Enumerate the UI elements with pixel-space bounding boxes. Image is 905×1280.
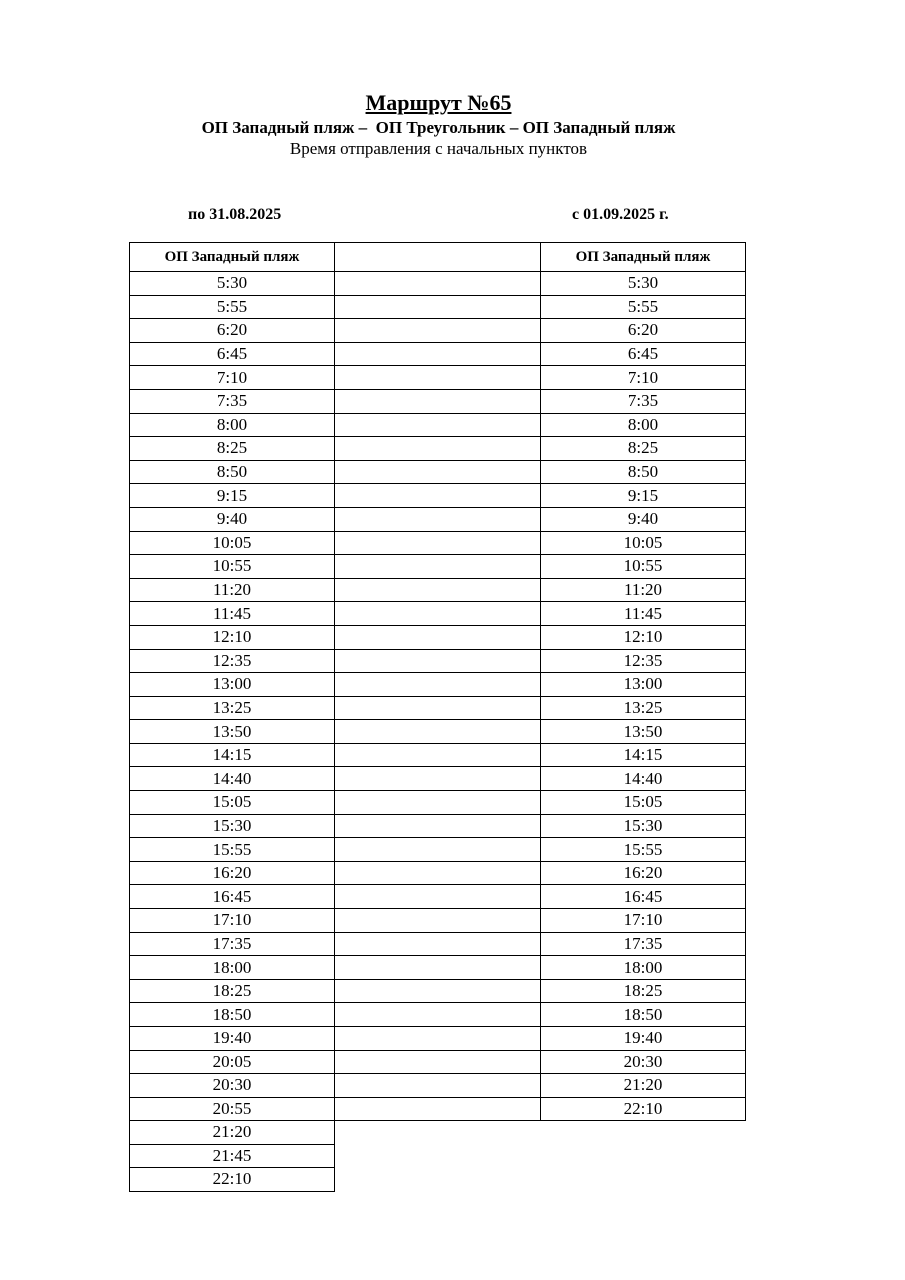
time-cell-left: 14:40 [130, 767, 335, 791]
time-cell-left: 20:30 [130, 1074, 335, 1098]
time-cell-middle [335, 767, 541, 791]
time-cell-left: 11:20 [130, 578, 335, 602]
time-cell-left: 21:20 [130, 1121, 335, 1145]
time-cell-right: 6:20 [541, 319, 746, 343]
time-cell-right: 7:35 [541, 389, 746, 413]
time-cell-left: 15:55 [130, 838, 335, 862]
time-cell-left: 21:45 [130, 1144, 335, 1168]
route-description: ОП Западный пляж – ОП Треугольник – ОП Западный пляж [201, 118, 676, 137]
time-cell-middle [335, 1097, 541, 1121]
table-row [130, 578, 746, 602]
time-cell-left: 13:00 [130, 673, 335, 697]
time-cell-right: 16:20 [541, 861, 746, 885]
table-row [130, 366, 746, 390]
table-row [130, 838, 746, 862]
table-row [130, 673, 746, 697]
table-row [130, 1027, 746, 1051]
time-cell-right: 20:30 [541, 1050, 746, 1074]
time-cell-left: 13:25 [130, 696, 335, 720]
time-cell-right: 12:10 [541, 625, 746, 649]
table-row [130, 743, 746, 767]
time-cell-middle [335, 1003, 541, 1027]
time-cell-right: 18:25 [541, 979, 746, 1003]
time-cell-left: 7:10 [130, 366, 335, 390]
time-cell-right: 18:50 [541, 1003, 746, 1027]
table-row [130, 1097, 746, 1121]
time-cell-right: 18:00 [541, 956, 746, 980]
time-cell-right: 13:50 [541, 720, 746, 744]
time-cell-middle [335, 437, 541, 461]
time-cell-middle [335, 319, 541, 343]
table-row [130, 1121, 335, 1145]
period-label-old: по 31.08.2025 [188, 206, 282, 223]
table-row [130, 861, 746, 885]
time-cell-left: 13:50 [130, 720, 335, 744]
time-cell-left: 22:10 [130, 1168, 335, 1192]
time-cell-middle [335, 460, 541, 484]
time-cell-right: 5:55 [541, 295, 746, 319]
table-row [130, 932, 746, 956]
time-cell-right: 15:30 [541, 814, 746, 838]
time-cell-middle [335, 366, 541, 390]
time-cell-middle [335, 909, 541, 933]
table-row [130, 1144, 335, 1168]
time-cell-right: 9:40 [541, 507, 746, 531]
time-cell-middle [335, 295, 541, 319]
time-cell-middle [335, 885, 541, 909]
time-cell-right: 12:35 [541, 649, 746, 673]
time-cell-right: 17:10 [541, 909, 746, 933]
time-cell-left: 5:30 [130, 272, 335, 296]
table-row [130, 531, 746, 555]
table-row [130, 555, 746, 579]
time-cell-right: 14:15 [541, 743, 746, 767]
time-cell-middle [335, 814, 541, 838]
schedule-table-overflow [129, 1120, 335, 1192]
time-cell-right: 16:45 [541, 885, 746, 909]
table-row [130, 1074, 746, 1098]
time-cell-middle [335, 743, 541, 767]
time-cell-middle [335, 673, 541, 697]
time-cell-right: 11:20 [541, 578, 746, 602]
time-cell-middle [335, 602, 541, 626]
time-cell-right: 5:30 [541, 272, 746, 296]
table-row [130, 507, 746, 531]
time-cell-left: 12:10 [130, 625, 335, 649]
time-cell-right: 21:20 [541, 1074, 746, 1098]
table-row [130, 625, 746, 649]
time-cell-left: 8:50 [130, 460, 335, 484]
header-right: ОП Западный пляж [541, 243, 746, 272]
time-cell-right: 8:00 [541, 413, 746, 437]
time-cell-middle [335, 932, 541, 956]
time-cell-middle [335, 389, 541, 413]
time-cell-right: 11:45 [541, 602, 746, 626]
time-cell-middle [335, 696, 541, 720]
time-cell-left: 9:40 [130, 507, 335, 531]
time-cell-left: 16:20 [130, 861, 335, 885]
time-cell-right: 6:45 [541, 342, 746, 366]
schedule-table [129, 242, 746, 1121]
page-subtitle: Время отправления с начальных пунктов [289, 139, 588, 158]
time-cell-right: 8:25 [541, 437, 746, 461]
table-row [130, 814, 746, 838]
time-cell-left: 8:25 [130, 437, 335, 461]
time-cell-middle [335, 720, 541, 744]
time-cell-left: 7:35 [130, 389, 335, 413]
time-cell-left: 16:45 [130, 885, 335, 909]
time-cell-right: 15:05 [541, 791, 746, 815]
table-row [130, 791, 746, 815]
time-cell-middle [335, 838, 541, 862]
time-cell-right: 10:55 [541, 555, 746, 579]
time-cell-middle [335, 625, 541, 649]
time-cell-left: 14:15 [130, 743, 335, 767]
table-row [130, 1168, 335, 1192]
time-cell-left: 9:15 [130, 484, 335, 508]
time-cell-left: 6:20 [130, 319, 335, 343]
time-cell-right: 9:15 [541, 484, 746, 508]
table-row [130, 979, 746, 1003]
time-cell-middle [335, 507, 541, 531]
table-row [130, 767, 746, 791]
time-cell-left: 15:05 [130, 791, 335, 815]
time-cell-right: 7:10 [541, 366, 746, 390]
time-cell-middle [335, 649, 541, 673]
page-title: Маршрут №65 [365, 90, 512, 115]
table-row [130, 720, 746, 744]
time-cell-right: 19:40 [541, 1027, 746, 1051]
time-cell-middle [335, 861, 541, 885]
time-cell-middle [335, 531, 541, 555]
table-row [130, 484, 746, 508]
time-cell-left: 18:25 [130, 979, 335, 1003]
table-row [130, 437, 746, 461]
time-cell-right: 13:25 [541, 696, 746, 720]
table-header-row [130, 243, 746, 272]
time-cell-left: 6:45 [130, 342, 335, 366]
time-cell-left: 20:55 [130, 1097, 335, 1121]
time-cell-right: 8:50 [541, 460, 746, 484]
time-cell-left: 10:05 [130, 531, 335, 555]
header-middle [335, 243, 541, 272]
time-cell-right: 17:35 [541, 932, 746, 956]
time-cell-right: 10:05 [541, 531, 746, 555]
table-row [130, 389, 746, 413]
period-label-new: с 01.09.2025 г. [572, 206, 669, 223]
time-cell-middle [335, 1050, 541, 1074]
time-cell-left: 12:35 [130, 649, 335, 673]
table-row [130, 342, 746, 366]
time-cell-middle [335, 484, 541, 508]
table-row [130, 885, 746, 909]
time-cell-left: 18:50 [130, 1003, 335, 1027]
table-row [130, 413, 746, 437]
time-cell-middle [335, 979, 541, 1003]
time-cell-right: 13:00 [541, 673, 746, 697]
time-cell-right: 14:40 [541, 767, 746, 791]
time-cell-middle [335, 1027, 541, 1051]
time-cell-middle [335, 555, 541, 579]
time-cell-middle [335, 1074, 541, 1098]
table-row [130, 272, 746, 296]
table-row [130, 1003, 746, 1027]
time-cell-left: 17:10 [130, 909, 335, 933]
time-cell-left: 10:55 [130, 555, 335, 579]
table-row [130, 460, 746, 484]
time-cell-middle [335, 413, 541, 437]
time-cell-right: 22:10 [541, 1097, 746, 1121]
time-cell-middle [335, 578, 541, 602]
time-cell-middle [335, 342, 541, 366]
time-cell-middle [335, 956, 541, 980]
table-row [130, 295, 746, 319]
time-cell-left: 5:55 [130, 295, 335, 319]
time-cell-middle [335, 272, 541, 296]
time-cell-left: 18:00 [130, 956, 335, 980]
time-cell-left: 11:45 [130, 602, 335, 626]
table-row [130, 1050, 746, 1074]
table-row [130, 319, 746, 343]
table-row [130, 909, 746, 933]
time-cell-left: 17:35 [130, 932, 335, 956]
table-row [130, 602, 746, 626]
header-left: ОП Западный пляж [130, 243, 335, 272]
time-cell-right: 15:55 [541, 838, 746, 862]
table-row [130, 696, 746, 720]
time-cell-left: 15:30 [130, 814, 335, 838]
time-cell-left: 8:00 [130, 413, 335, 437]
time-cell-middle [335, 791, 541, 815]
time-cell-left: 20:05 [130, 1050, 335, 1074]
table-row [130, 956, 746, 980]
table-row [130, 649, 746, 673]
time-cell-left: 19:40 [130, 1027, 335, 1051]
